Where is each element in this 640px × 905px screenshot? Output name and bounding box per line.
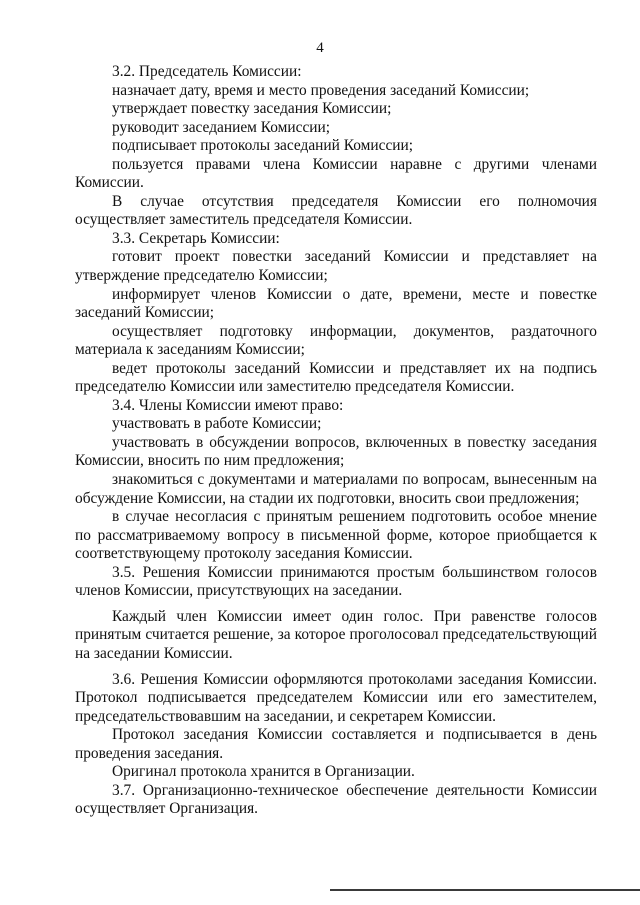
- paragraph: информирует членов Комиссии о дате, времени, месте и повестке заседаний Комиссии;: [75, 285, 597, 322]
- bottom-divider: [330, 889, 640, 891]
- paragraph: подписывает протоколы заседаний Комиссии;: [112, 137, 414, 155]
- paragraph: осуществляет подготовку информации, документов, раздаточного материала к заседаниям Комиссии;: [75, 322, 597, 359]
- paragraph: Протокол заседания Комиссии составляется и подписывается в день проведения заседания.: [75, 726, 597, 762]
- paragraph: знакомиться с документами и материалами по вопросам, вынесенным на обсуждение Комиссии, на стадии их подготовки, вносить свои предложения;: [75, 471, 597, 507]
- section-3-5-paragraph: 3.5. Решения Комиссии принимаются простым большинством голосов членов Комиссии, присутствующих на заседании.: [75, 563, 597, 600]
- paragraph: В случае отсутствия председателя Комиссии его полномочия осуществляет заместитель председателя Комиссии.: [75, 192, 597, 229]
- document-body: [75, 63, 597, 819]
- section-3-2-heading: 3.2. Председатель Комиссии:: [112, 63, 302, 80]
- paragraph: Оригинал протокола хранится в Организации.: [112, 763, 415, 781]
- paragraph: Каждый член Комиссии имеет один голос. При равенстве голосов принятым считается решение, за которое проголосовал председательствующий на заседании Комиссии.: [75, 607, 597, 662]
- paragraph: участвовать в обсуждении вопросов, включенных в повестку заседания Комиссии, вносить по ним предложения;: [75, 433, 597, 470]
- paragraph: в случае несогласия с принятым решением подготовить особое мнение по рассматриваемому вопросу в письменной форме, которое приобщается к соответствующему протоколу заседания Комиссии.: [75, 508, 597, 563]
- section-3-6-paragraph: 3.6. Решения Комиссии оформляются протоколами заседания Комиссии. Протокол подписывается председателем Комиссии или его заместителем, председательствовавшим на заседании, и секретарем Комиссии.: [75, 670, 597, 725]
- paragraph: готовит проект повестки заседаний Комиссии и представляет на утверждение председателю Комиссии;: [75, 248, 597, 285]
- paragraph: ведет протоколы заседаний Комиссии и представляет их на подпись председателю Комиссии или заместителю председателя Комиссии.: [75, 359, 597, 396]
- page-number: 4: [316, 40, 324, 56]
- paragraph: руководит заседанием Комиссии;: [112, 118, 331, 136]
- section-3-4-heading: 3.4. Члены Комиссии имеют право:: [112, 396, 344, 414]
- paragraph: пользуется правами члена Комиссии наравне с другими членами Комиссии.: [75, 155, 597, 192]
- paragraph: утверждает повестку заседания Комиссии;: [112, 100, 392, 118]
- section-3-7-paragraph: 3.7. Организационно-техническое обеспечение деятельности Комиссии осуществляет Организация.: [75, 781, 597, 818]
- paragraph: назначает дату, время и место проведения заседаний Комиссии;: [112, 81, 530, 99]
- section-3-3-heading: 3.3. Секретарь Комиссии:: [112, 229, 280, 247]
- paragraph: участвовать в работе Комиссии;: [112, 415, 322, 433]
